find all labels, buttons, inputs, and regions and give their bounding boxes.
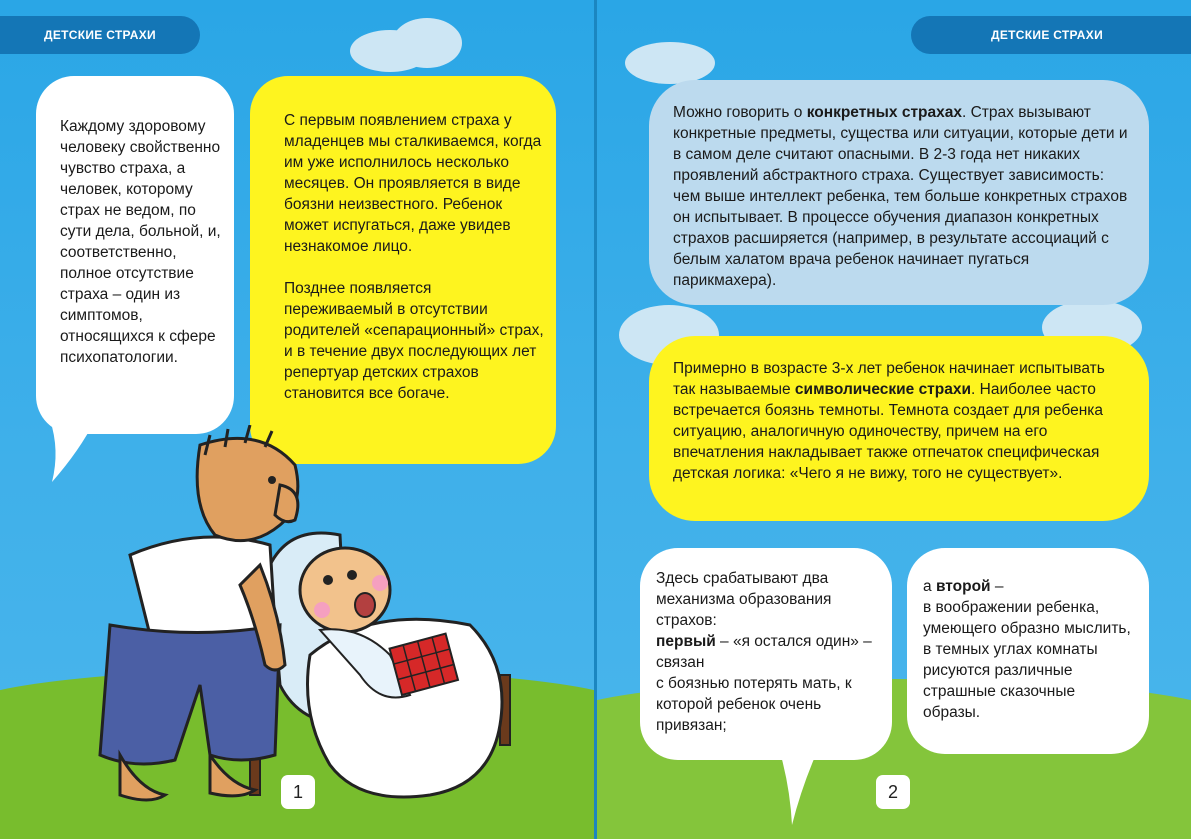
bubble-text-intro: Здесь срабатывают два механизма образования страхов: [656,570,832,629]
bubble-text [673,102,1129,291]
illustration-father-and-child [90,425,530,825]
header-tab [0,16,200,54]
bubble-text-bold: символические страхи [794,381,972,398]
page-number [281,775,315,809]
speech-bubble-white-first [640,548,892,760]
bubble-text-first [656,631,872,673]
left-page [0,0,594,839]
bubble-text-lead: Примерно в возрасте 3-х лет ребенок начинает испытывать так называемые [673,360,1105,398]
bubble-text-bold: первый [656,633,716,650]
header-title: ДЕТСКИЕ СТРАХИ [44,28,156,42]
bubble-text-paragraph-1: С первым появлением страха у младенцев мы сталкиваемся, когда им уже исполнилось несколько месяцев. Он проявляется в виде боязни неизвестного. Ребенок может испугаться, даже увидев незнакомое лицо. [284,112,542,255]
bubble-text-rest: в воображении ребенка, умеющего образно мыслить, в темных углах комнаты рисуются различные страшные сказочные образы. [923,599,1131,721]
bubble-text-bold: конкретных страхах [806,104,962,121]
page-number-text: 2 [887,781,898,802]
speech-bubble-white-second [907,548,1149,754]
bubble-text: Каждому здоровому человеку свойственно чувство страха, а человек, которому страх не ведом, по сути дела, больной, и, соответственно, полное отсутствие страха – один из симптомов, относящихся к сфере психопатологии. [60,118,221,366]
bubble-text-bold: второй [935,578,991,595]
bubble-text-rest: . Страх вызывают конкретные предметы, существа или ситуации, которые дети и в самом деле считают опасными. В 2-3 года нет никаких проявлений абстрактного страха. Существует зависимость: чем выше интеллект ребенка, тем больше конкретных страхов он испытывает. В процессе обучения диапазон конкретных страхов расширяется (например, в результате ассоциаций с белым халатом врача ребенок начинает пугаться парикмахера). [673,104,1128,289]
bubble-text-rest: . Наиболее часто встречается боязнь темноты. Темнота создает для ребенка ситуацию, аналогичную одиночеству, причем на его впечатления накладывает также отпечаток специфическая детская логика: «Чего я не вижу, того не существует». [673,381,1104,482]
speech-bubble-yellow [649,336,1149,521]
bubble-text-lead: Можно говорить о [673,104,807,121]
bubble-text-rest: – «я остался один» – связан [656,633,872,671]
bubble-text-second: с боязнью потерять мать, к которой ребенок очень привязан; [656,675,852,734]
right-page [597,0,1191,839]
header-title: ДЕТСКИЕ СТРАХИ [991,28,1103,42]
cloud-decoration [625,42,715,84]
bubble-text-head [923,576,1133,597]
speech-bubble-blue [649,80,1149,305]
header-tab [911,16,1191,54]
bubble-text [673,358,1129,484]
bubble-text-lead: а [923,578,936,595]
speech-bubble-white [36,76,234,434]
page-number [876,775,910,809]
speech-bubble-yellow [250,76,556,464]
speech-bubble-tail [772,745,832,830]
bubble-text-dash: – [990,578,1004,595]
page-number-text: 1 [292,781,303,802]
cloud-decoration [392,18,462,68]
bubble-text-paragraph-2: Позднее появляется переживаемый в отсутствии родителей «сепарационный» страх, и в течение двух последующих лет репертуар детских страхов становится все богаче. [284,280,544,402]
